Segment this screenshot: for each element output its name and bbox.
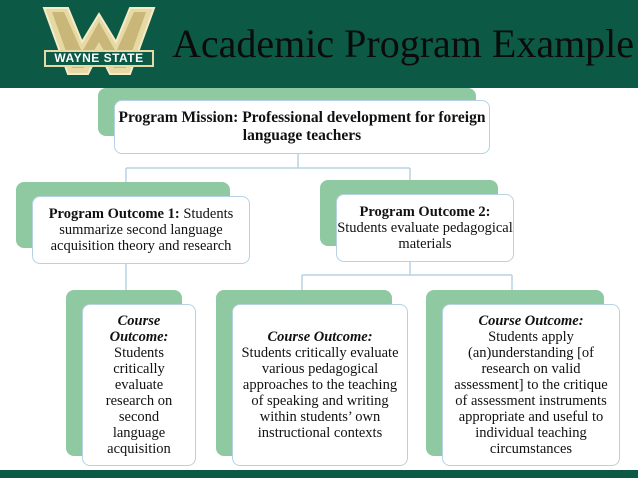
outcome2-label: Program Outcome 2: bbox=[359, 204, 491, 220]
outcome1-text: Students summarize second language acquisition theory and research bbox=[50, 206, 234, 254]
outcome2-box bbox=[336, 194, 514, 262]
logo-wordmark: WAYNE STATE bbox=[44, 50, 154, 67]
course1-text: Students critically evaluate research on second language acquisition bbox=[105, 345, 173, 457]
mission-label: Program Mission: bbox=[118, 109, 239, 126]
course2-text: Students critically evaluate various pedagogical approaches to the teaching of speaking and writing within students’ own instructional contexts bbox=[241, 345, 399, 441]
mission-node-box bbox=[114, 100, 490, 154]
outcome1-label: Program Outcome 1: bbox=[48, 206, 180, 222]
course3-box bbox=[442, 304, 620, 466]
outcome2-text: Students evaluate pedagogical materials bbox=[337, 220, 513, 252]
course2-label: Course Outcome: bbox=[267, 329, 373, 345]
page-title: Academic Program Example bbox=[172, 21, 635, 66]
course3-text: Students apply (an)understanding [of research on valid assessment] to the critique of assessment instruments appropriate and useful to individual teaching circumstances bbox=[454, 329, 608, 457]
course3-label: Course Outcome: bbox=[478, 313, 584, 329]
footer-band bbox=[0, 470, 638, 478]
course2-box bbox=[232, 304, 408, 466]
outcome1-box bbox=[32, 196, 250, 264]
course1-box bbox=[82, 304, 196, 466]
course1-label: Course Outcome: bbox=[109, 313, 169, 345]
mission-text: Professional development for foreign language teachers bbox=[242, 109, 486, 144]
